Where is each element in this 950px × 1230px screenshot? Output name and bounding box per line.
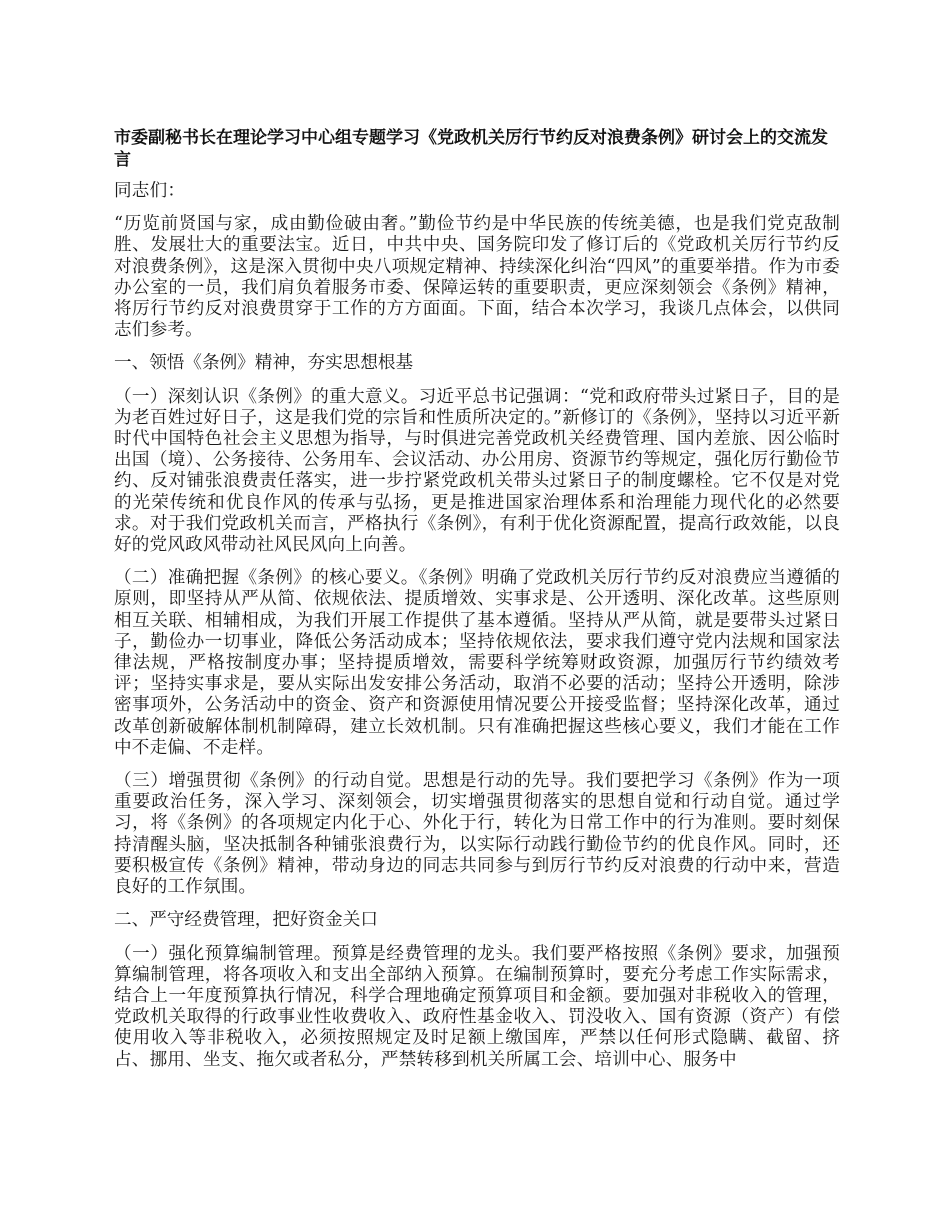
salutation: 同志们： [114,181,186,201]
paragraph: （一）深刻认识《条例》的重大意义。习近平总书记强调：“党和政府带头过紧日子，目的是为老百姓过好日子，这是我们党的宗旨和性质所决定的。”新修订的《条例》，坚持以习近平新时代中国特色社会主义思想为指导，与时俱进完善党政机关经费管理、国内差旅、因公临时出国（境）、公务接待、公务用车、会议活动、办公用房、资源节约等规定，强化厉行勤俭节约、反对铺张浪费责任落实，进一步拧紧党政机关带头过紧日子的制度螺栓。它不仅是对党的光荣传统和优良作风的传承与弘扬，更是推进国家治理体系和治理能力现代化的必然要求。对于我们党政机关而言，严格执行《条例》，有利于优化资源配置，提高行政效能，以良好的党风政风带动社风民风向上向善。 [114,386,840,556]
section-2 [114,910,840,1070]
paragraph: （二）准确把握《条例》的核心要义。《条例》明确了党政机关厉行节约反对浪费应当遵循的原则，即坚持从严从简、依规依法、提质增效、实事求是、公开透明、深化改革。这些原则相互关联、相辅相成，为我们开展工作提供了基本遵循。坚持从严从简，就是要带头过紧日子，勤俭办一切事业，降低公务活动成本；坚持依规依法，要求我们遵守党内法规和国家法律法规，严格按制度办事；坚持提质增效，需要科学统筹财政资源，加强厉行节约绩效考评；坚持实事求是，要从实际出发安排公务活动，取消不必要的活动；坚持公开透明，除涉密事项外，公务活动中的资金、资产和资源使用情况要公开接受监督；坚持深化改革，通过改革创新破解体制机制障碍，建立长效机制。只有准确把握这些核心要义，我们才能在工作中不走偏、不走样。 [114,568,840,758]
document-title: 市委副秘书长在理论学习中心组专题学习《党政机关厉行节约反对浪费条例》研讨会上的交流发言 [114,128,828,170]
paragraph: （一）强化预算编制管理。预算是经费管理的龙头。我们要严格按照《条例》要求，加强预算编制管理，将各项收入和支出全部纳入预算。在编制预算时，要充分考虑工作实际需求，结合上一年度预算执行情况，科学合理地确定预算项目和金额。要加强对非税收入的管理，党政机关取得的行政事业性收费收入、政府性基金收入、罚没收入、国有资源（资产）有偿使用收入等非税收入，必须按照规定及时足额上缴国库，严禁以任何形式隐瞒、截留、挤占、挪用、坐支、拖欠或者私分，严禁转移到机关所属工会、培训中心、服务中 [114,943,840,1070]
document-page [114,127,840,1083]
intro-paragraph: “历览前贤国与家，成由勤俭破由奢。”勤俭节约是中华民族的传统美德，也是我们党克敌制胜、发展壮大的重要法宝。近日，中共中央、国务院印发了修订后的《党政机关厉行节约反对浪费条例》，这是深入贯彻中央八项规定精神、持续深化纠治“四风”的重要举措。作为市委办公室的一员，我们肩负着服务市委、保障运转的重要职责，更应深刻领会《条例》精神，将厉行节约反对浪费贯穿于工作的方方面面。下面，结合本次学习，我谈几点体会，以供同志们参考。 [114,214,840,341]
section-heading: 二、严守经费管理，把好资金关口 [114,910,378,931]
section-heading: 一、领悟《条例》精神，夯实思想根基 [114,353,414,374]
paragraph: （三）增强贯彻《条例》的行动自觉。思想是行动的先导。我们要把学习《条例》作为一项重要政治任务，深入学习、深刻领会，切实增强贯彻落实的思想自觉和行动自觉。通过学习，将《条例》的各项规定内化于心、外化于行，转化为日常工作中的行为准则。要时刻保持清醒头脑，坚决抵制各种铺张浪费行为，以实际行动践行勤俭节约的优良作风。同时，还要积极宣传《条例》精神，带动身边的同志共同参与到厉行节约反对浪费的行动中来，营造良好的工作氛围。 [114,771,840,898]
section-1 [114,353,840,898]
